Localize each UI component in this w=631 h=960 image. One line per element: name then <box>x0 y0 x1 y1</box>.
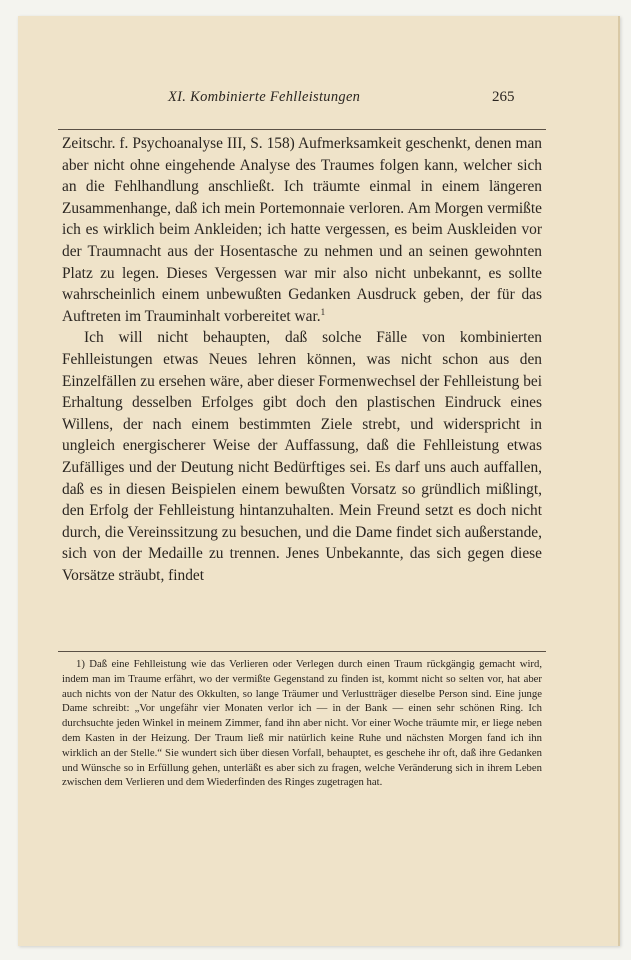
page-number: 265 <box>492 89 515 105</box>
page-header <box>18 89 618 111</box>
book-page <box>18 16 620 946</box>
main-text <box>62 133 542 586</box>
footnote-marker: 1 <box>320 306 326 317</box>
footnote <box>62 657 542 790</box>
running-title: XI. Kombinierte Fehlleistungen <box>168 89 361 105</box>
paragraph-1-text: Zeitschr. f. Psychoanalyse III, S. 158) Aufmerksamkeit geschenkt, denen man aber nicht ohne eingehende Analyse des Traumes folgen kann, welcher sich an die Fehlhandlung anschließt. Ich träumte einmal in einem längeren Zusammenhange, daß ich mein Portemonnaie verloren. Am Morgen vermißte ich es wirklich beim Ankleiden; ich hatte vergessen, es beim Auskleiden vor der Traumnacht aus der Hosentasche zu nehmen und an seinen gewohnten Platz zu legen. Dieses Vergessen war mir also nicht unbekannt, es sollte wahrscheinlich einem unbewußten Gedanken Ausdruck geben, der für das Auftreten im Trauminhalt vorbereitet war. <box>62 135 542 325</box>
paragraph-1 <box>62 133 542 327</box>
footnote-rule <box>58 651 546 652</box>
header-rule <box>58 129 546 130</box>
paragraph-2: Ich will nicht behaupten, daß solche Fälle von kombinierten Fehlleistungen etwas Neues lehren können, was nicht schon aus den Einzelfällen zu ersehen wäre, aber dieser Formenwechsel der Fehlleistung bei Erhaltung desselben Erfolges gibt doch den plastischen Eindruck eines Willens, der nach einem bestimmten Ziele strebt, und widerspricht in ungleich energischerer Weise der Auffassung, daß die Fehlleistung etwas Zufälliges und der Deutung nicht Bedürftiges sei. Es darf uns auch auffallen, daß es in diesen Beispielen einem bewußten Vorsatz so gründlich mißlingt, den Erfolg der Fehlleistung hintanzuhalten. Mein Freund setzt es doch nicht durch, die Vereinssitzung zu besuchen, und die Dame findet sich außerstande, sich von der Medaille zu trennen. Jenes Unbekannte, das sich gegen diese Vorsätze sträubt, findet <box>62 329 542 584</box>
footnote-text: 1) Daß eine Fehlleistung wie das Verlieren oder Verlegen durch einen Traum rückgängig gemacht wird, indem man im Traume erfährt, wo der vermißte Gegenstand zu finden ist, kommt nicht so selten vor, hat aber auch nichts von der Natur des Okkulten, so lange Träumer und Verlustträger dieselbe Person sind. Eine junge Dame schreibt: „Vor ungefähr vier Monaten verlor ich — in der Bank — einen sehr schönen Ring. Ich durchsuchte jeden Winkel in meinem Zimmer, fand ihn aber nicht. Vor einer Woche träumte mir, er liege neben dem Kasten in der Heizung. Der Traum ließ mir natürlich keine Ruhe und nächsten Morgen fand ich ihn wirklich an der Stelle.“ Sie wundert sich über diesen Vorfall, behauptet, es geschehe ihr oft, daß ihre Gedanken und Wünsche so in Erfüllung gehen, unterläßt es aber sich zu fragen, welche Veränderung sich in ihrem Leben zwischen dem Verlieren und dem Wiederfinden des Ringes zugetragen hat. <box>62 658 542 789</box>
